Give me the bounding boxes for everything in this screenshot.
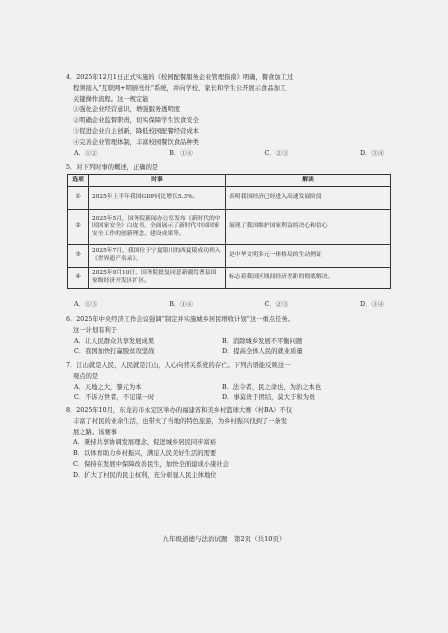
- q5-row-note: 展现了我国维护国家利益的决心和信心: [226, 210, 391, 245]
- q5-table-row: [68, 210, 391, 245]
- q8-option-d[interactable]: D．扩大了村民的民主权利，充分彰显人民主体地位: [73, 471, 217, 479]
- q5-row-event: 2025年上半年我国GDP同比增长5.3%。: [89, 187, 226, 210]
- question-7: [66, 361, 388, 404]
- q5-header-option: 选项: [68, 175, 89, 187]
- q5-option-b[interactable]: B．①④: [169, 301, 193, 308]
- q8-stem-line: 展之路。该赛事: [73, 428, 118, 436]
- q6-option-a[interactable]: A．让人民群众共享发展成果: [74, 337, 155, 345]
- q5-table: [67, 174, 391, 289]
- q5-table-row: [68, 268, 391, 289]
- question-5-stem: [66, 163, 388, 174]
- q7-option-b[interactable]: B．法令者，民之命也，为治之本也: [222, 383, 322, 391]
- q4-stem-line: 关键操作流程。这一规定能: [73, 95, 149, 103]
- q7-options: [66, 383, 388, 405]
- q5-header-note: 解读: [226, 175, 391, 187]
- q5-table-row: [68, 187, 391, 210]
- q7-option-a[interactable]: A．天地之大，黎元为本: [74, 383, 142, 391]
- q6-option-c[interactable]: C．我国加快打赢脱贫攻坚战: [74, 348, 155, 356]
- q5-header-event: 时事: [89, 175, 226, 187]
- q5-table-header: [68, 175, 391, 187]
- q4-options: [66, 149, 384, 160]
- q4-option-d[interactable]: D．③④: [360, 149, 384, 157]
- q6-option-d[interactable]: D．提高全体人民的就业质量: [222, 348, 303, 356]
- q5-row-note: 标志着我国区域间经济差距的彻底解决。: [226, 268, 391, 289]
- q8-option-c[interactable]: C．保持在发展中保障改善民生，加快全面建成小康社会: [73, 460, 229, 468]
- q5-table-row: [68, 245, 391, 268]
- q5-stem: 5．对下列时事的概述，正确的是: [66, 164, 159, 171]
- q4-stem-line: 程须接入“互联网+明厨亮灶”系统，并向学校、家长和学生公开展示食品加工: [73, 84, 287, 92]
- q5-row-num: ④: [68, 268, 89, 289]
- q4-item: ②明确企业监督职责，切实保障学生饮食安全: [73, 117, 199, 125]
- q5-options: [66, 300, 384, 311]
- q6-option-b[interactable]: B．消除城乡发展不平衡问题: [222, 337, 303, 345]
- q4-stem-line: 4．2025年12月1日正式实施的《校园配餐服务企业管理指南》明确，餐食加工过: [66, 74, 294, 81]
- q8-option-b[interactable]: B．以体育助力乡村振兴，满足人民美好生活的需要: [73, 450, 217, 458]
- q8-option-a[interactable]: A．秉持共享协调发展理念，促进城乡居民同步富裕: [73, 439, 217, 447]
- q5-row-num: ③: [68, 245, 89, 268]
- q5-option-c[interactable]: C．②③: [264, 301, 289, 308]
- q7-option-d[interactable]: D．事莫贵于团结，莫大于和为贵: [222, 394, 316, 402]
- q7-option-c[interactable]: C．不诉万世者，不足谋一时: [74, 394, 155, 402]
- q4-option-a[interactable]: A．①②: [74, 149, 98, 157]
- q7-stem-line: 7．江山就是人民，人民就是江山，人心向背关系党的存亡。下列古语能反映这一: [66, 362, 291, 369]
- q7-stem-line: 观点的是: [73, 372, 99, 380]
- q4-item: ①强化企业经营意识，增强服务透明度: [73, 106, 181, 114]
- q5-row-event: 2025年7月，我国位于宁夏银川的西夏陵成功列入《世界遗产名录》。: [89, 245, 226, 268]
- q5-option-d[interactable]: D．③④: [360, 301, 384, 308]
- q4-option-c[interactable]: C．②③: [264, 149, 289, 157]
- question-5-options: [66, 300, 388, 311]
- q8-stem-line: 丰富了村民的业余生活，也带火了当地的特色旅游，为乡村振兴找到了一条发: [73, 417, 288, 425]
- q6-stem-line: 这一计划有利于: [73, 326, 118, 334]
- q5-row-num: ②: [68, 210, 89, 245]
- q5-row-event: 2025年9月10日，国务院批复同意新疆焉耆县国家级经济开发区扩区。: [89, 268, 226, 289]
- q4-item: ④完善企业管理体制，丰富校园餐饮食品种类: [73, 138, 199, 146]
- q6-options: [66, 337, 388, 359]
- q8-stem-line: 8．2025年10月，东龙岩市永定区举办的福建省和美乡村篮球大赛（村BA）不仅: [66, 407, 293, 414]
- q5-row-note: 是中华文明多元一体格局的生动例证: [226, 245, 391, 268]
- page-footer: 九年级道德与法治试题 第2页（共10页）: [162, 535, 286, 543]
- q5-row-num: ①: [68, 187, 89, 210]
- q4-item: ③促进企业自主创新，降低校园配餐经营成本: [73, 127, 199, 135]
- q5-row-note: 表明我国经济已经进入高速发展阶段: [226, 187, 391, 210]
- q6-stem-line: 6．2025年中央经济工作会议强调“制定并实施城乡居民增收计划”这一重点任务。: [66, 316, 294, 323]
- question-6: [66, 315, 388, 358]
- question-8: [66, 406, 388, 482]
- question-4: [66, 73, 388, 159]
- q5-row-event: 2025年5月，国务院新闻办公室发布《新时代的中国国家安全》白皮书，全面展示了新时代中国国家安全工作的创新理念、建设成果等。: [89, 210, 226, 245]
- q4-option-b[interactable]: B．①④: [169, 149, 193, 157]
- q5-option-a[interactable]: A．①③: [74, 301, 98, 308]
